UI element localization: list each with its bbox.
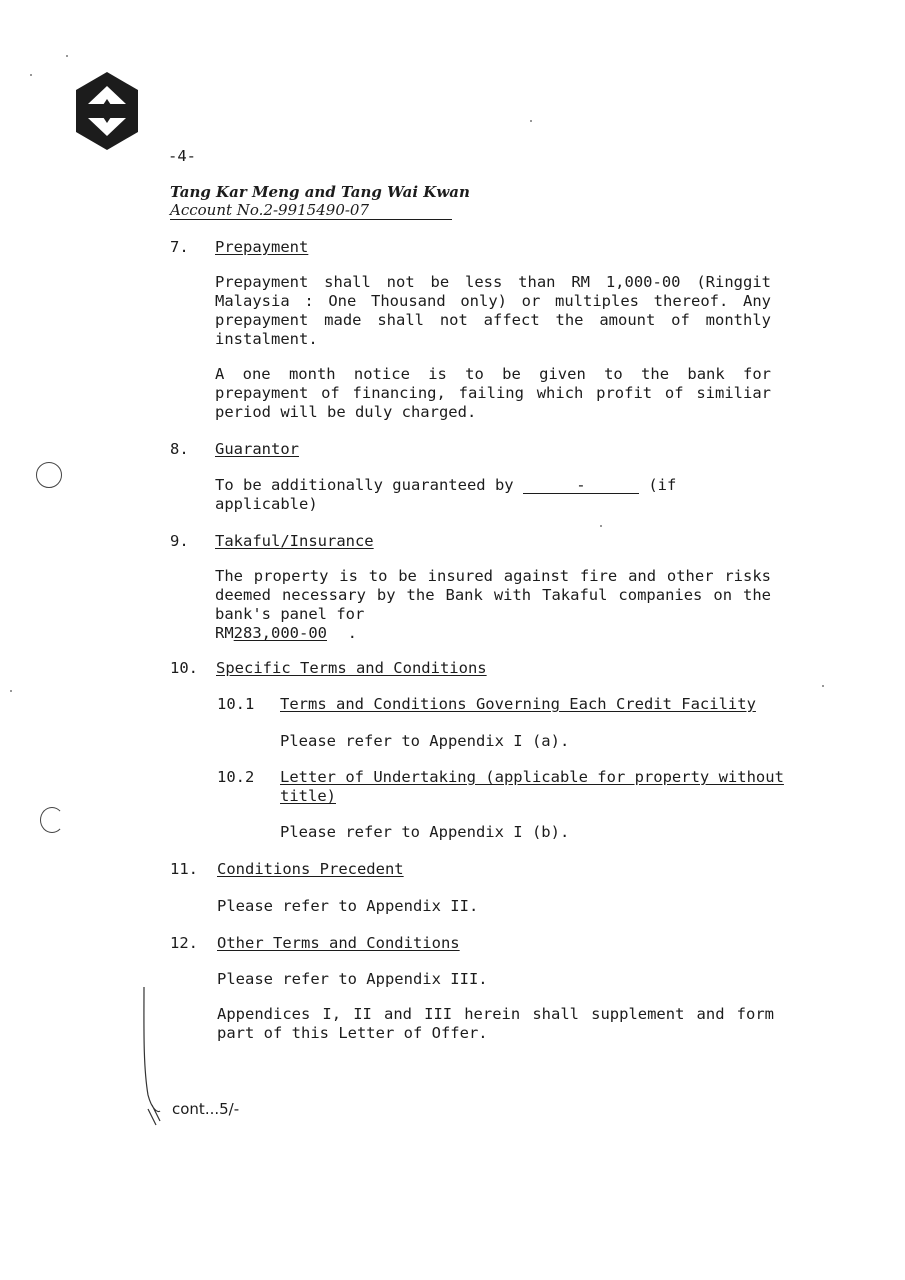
prepayment-text-2: A one month notice is to be given to the bank for prepayment of financing, failing which profit of similiar period will be duly charged.: [215, 365, 771, 421]
takaful-period: .: [347, 624, 358, 642]
other-terms-text: Please refer to Appendix III.: [217, 970, 488, 988]
takaful-paragraph: [215, 567, 771, 643]
subsection-heading-undertaking-2: title): [280, 787, 336, 805]
subsection-text-appendix-ia: Please refer to Appendix I (a).: [280, 732, 570, 750]
customer-names: Tang Kar Meng and Tang Wai Kwan: [170, 183, 470, 201]
guarantor-blank: -: [523, 478, 639, 494]
subsection-heading-undertaking-1: Letter of Undertaking (applicable for property without: [280, 768, 784, 786]
section-heading-takaful: Takaful/Insurance: [215, 532, 374, 550]
section-number: 10.: [170, 659, 198, 677]
scan-speck: [30, 74, 32, 76]
section-number: 7.: [170, 238, 189, 256]
takaful-currency: RM: [215, 624, 234, 642]
takaful-text: The property is to be insured against fire and other risks deemed necessary by the Bank with Takaful companies on the bank's panel for: [215, 567, 771, 623]
section-number: 11.: [170, 860, 198, 878]
conditions-precedent-text: Please refer to Appendix II.: [217, 897, 479, 915]
section-heading-specific-terms: Specific Terms and Conditions: [216, 659, 487, 677]
takaful-amount-line: [215, 624, 771, 643]
page-number: -4-: [168, 147, 196, 165]
account-number: Account No.2-9915490-07: [170, 202, 452, 220]
section-number: 9.: [170, 532, 189, 550]
prepayment-paragraph-2: [215, 365, 771, 422]
bank-logo: [76, 72, 138, 150]
scan-speck: [530, 120, 532, 122]
scan-speck: [10, 690, 12, 692]
guarantor-text: To be additionally guaranteed by: [215, 476, 514, 494]
section-number: 12.: [170, 934, 198, 952]
prepayment-paragraph-1: [215, 273, 771, 349]
section-heading-prepayment: Prepayment: [215, 238, 309, 256]
subsection-text-appendix-ib: Please refer to Appendix I (b).: [280, 823, 570, 841]
subsection-number: 10.2: [217, 768, 255, 786]
section-number: 8.: [170, 440, 189, 458]
scan-speck: [600, 525, 602, 527]
prepayment-text-1: Prepayment shall not be less than RM 1,000-00 (Ringgit Malaysia : One Thousand only) or multiples thereof. Any prepayment made shall not affect the amount of monthly instalment.: [215, 273, 771, 348]
takaful-amount: 283,000-00: [233, 624, 327, 642]
section-heading-conditions-precedent: Conditions Precedent: [217, 860, 404, 878]
appendices-paragraph: [217, 1005, 774, 1043]
section-heading-guarantor: Guarantor: [215, 440, 299, 458]
scan-speck: [822, 685, 824, 687]
punch-hole-bottom: [40, 807, 64, 833]
guarantor-applicable: (if applicable): [215, 476, 677, 513]
appendices-text: Appendices I, II and III herein shall supplement and form part of this Letter of Offer.: [217, 1005, 774, 1042]
guarantor-paragraph: [215, 476, 771, 514]
subsection-number: 10.1: [217, 695, 255, 713]
subsection-heading-credit-facility: Terms and Conditions Governing Each Credit Facility: [280, 695, 756, 713]
continued-marker: cont...5/-: [172, 1100, 240, 1118]
section-heading-other-terms: Other Terms and Conditions: [217, 934, 460, 952]
punch-hole-top: [36, 462, 62, 488]
scan-speck: [66, 55, 68, 57]
